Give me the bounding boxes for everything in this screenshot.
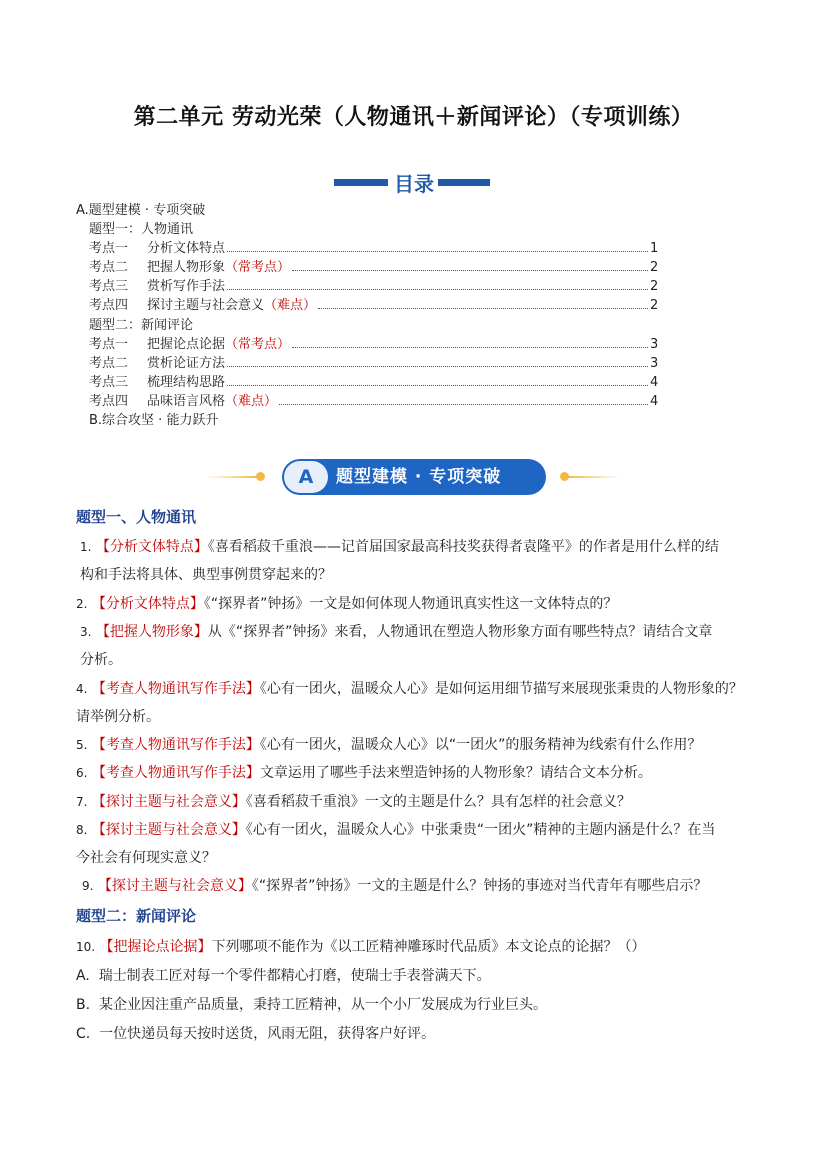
table-of-contents <box>76 201 659 430</box>
answer-option[interactable] <box>76 962 756 990</box>
question-text: 文章运用了哪些手法来塑造钟扬的人物形象？请结合文本分析。 <box>259 765 652 781</box>
question-tag: 【考查人物通讯写作手法】 <box>91 765 260 781</box>
toc-group-1[interactable] <box>76 220 656 239</box>
question-text-cont: 今社会有何现实意义？ <box>76 850 216 866</box>
question-text: 《“探界者”钟扬》一文的主题是什么？钟扬的事迹对当代青年有哪些启示？ <box>251 878 708 894</box>
toc-leader-dots <box>227 288 648 290</box>
question-9 <box>82 872 762 900</box>
banner-letter: A <box>284 461 328 493</box>
toc-item-page: 3 <box>650 336 659 352</box>
toc-item[interactable] <box>76 258 659 277</box>
question-text: 《喜看稻菽千重浪——记首届国家最高科技奖获得者袁隆平》的作者是用什么样的结 <box>207 539 719 555</box>
question-tag: 【探讨主题与社会意义】 <box>91 822 246 838</box>
question-number: 3. <box>80 625 92 639</box>
question-number: 9. <box>82 879 94 893</box>
question-6 <box>76 759 756 787</box>
toc-section-b[interactable] <box>76 411 656 430</box>
option-label: C. <box>76 1026 91 1042</box>
banner-dot-left <box>256 472 265 481</box>
toc-item[interactable] <box>76 335 659 354</box>
question-tag: 【分析文体特点】 <box>91 596 204 612</box>
question-tag: 【分析文体特点】 <box>95 539 208 555</box>
question-tag: 【把握人物形象】 <box>95 624 208 640</box>
toc-item-text: 探讨主题与社会意义 <box>147 298 265 314</box>
toc-section-a[interactable] <box>76 201 656 220</box>
toc-item-page: 1 <box>650 241 659 257</box>
question-number: 6. <box>76 766 88 780</box>
toc-item[interactable] <box>76 277 659 296</box>
question-text: 《“探界者”钟扬》一文是如何体现人物通讯真实性这一文体特点的？ <box>203 596 618 612</box>
question-number: 7. <box>76 795 88 809</box>
toc-item[interactable] <box>76 354 659 373</box>
toc-item-text: 品味语言风格 <box>147 393 226 409</box>
question-7 <box>76 788 756 816</box>
toc-item-text: 赏析论证方法 <box>147 355 226 371</box>
toc-leader-dots <box>279 403 648 405</box>
heading-type-2: 题型二：新闻评论 <box>76 907 197 925</box>
question-5 <box>76 731 756 759</box>
toc-group-2[interactable] <box>76 316 656 335</box>
toc-heading-text: 目录 <box>394 172 434 196</box>
toc-leader-dots <box>227 250 648 252</box>
question-number: 4. <box>76 682 88 696</box>
question-text: 《心有一团火，温暖众人心》中张秉贵“一团火”精神的主题内涵是什么？在当 <box>245 822 716 838</box>
toc-item-tag: （常考点） <box>225 336 291 352</box>
toc-leader-dots <box>227 365 648 367</box>
question-8 <box>76 816 756 872</box>
toc-item[interactable] <box>76 239 659 258</box>
answer-option[interactable] <box>76 1020 756 1048</box>
toc-heading <box>0 168 827 194</box>
question-number: 10. <box>76 940 96 954</box>
option-text: 瑞士制表工匠对每一个零件都精心打磨，使瑞士手表誉满天下。 <box>98 968 491 984</box>
toc-section-label: A.题型建模 · 专项突破 <box>76 203 206 218</box>
question-number: 2. <box>76 597 88 611</box>
question-2 <box>76 590 756 618</box>
toc-group-label: 题型二：新闻评论 <box>89 317 194 333</box>
toc-item-tag: （难点） <box>225 393 278 409</box>
page-title: 第二单元 劳动光荣（人物通讯＋新闻评论）（专项训练） <box>133 105 694 130</box>
toc-item-tag: （常考点） <box>225 260 291 276</box>
question-tag: 【探讨主题与社会意义】 <box>97 878 252 894</box>
question-3 <box>80 618 760 674</box>
toc-item-key: 考点一 <box>89 336 129 352</box>
question-10 <box>76 933 756 961</box>
toc-item-key: 考点三 <box>89 279 129 295</box>
question-text: 从《“探界者”钟扬》来看，人物通讯在塑造人物形象方面有哪些特点？请结合文章 <box>207 624 713 640</box>
toc-item-key: 考点二 <box>89 260 129 276</box>
question-1 <box>80 533 760 589</box>
toc-item[interactable] <box>76 373 659 392</box>
toc-leader-dots <box>227 384 648 386</box>
banner-text: 题型建模 · 专项突破 <box>336 467 502 487</box>
toc-section-label: B.综合攻坚 · 能力跃升 <box>89 413 219 429</box>
banner-wing-left <box>205 476 257 478</box>
question-4 <box>76 675 756 731</box>
toc-item-text: 梳理结构思路 <box>147 374 226 390</box>
toc-item-text: 赏析写作手法 <box>147 279 226 295</box>
toc-item-key: 考点一 <box>89 241 129 257</box>
option-text: 一位快递员每天按时送货，风雨无阻，获得客户好评。 <box>99 1026 436 1042</box>
toc-item-key: 考点四 <box>89 298 129 314</box>
option-text: 某企业因注重产品质量，秉持工匠精神，从一个小厂发展成为行业巨头。 <box>98 997 547 1013</box>
toc-item-key: 考点二 <box>89 355 129 371</box>
toc-item-text: 分析文体特点 <box>147 241 226 257</box>
toc-item-tag: （难点） <box>264 298 317 314</box>
option-label: A. <box>76 968 90 984</box>
question-number: 1. <box>80 540 92 554</box>
question-number: 8. <box>76 823 88 837</box>
toc-item[interactable] <box>76 296 659 315</box>
option-label: B. <box>76 997 91 1013</box>
section-banner <box>0 457 827 497</box>
toc-item-page: 2 <box>650 298 659 314</box>
toc-item-page: 2 <box>650 260 659 276</box>
toc-group-label: 题型一：人物通讯 <box>89 222 194 238</box>
toc-item-key: 考点四 <box>89 393 129 409</box>
toc-item-text: 把握人物形象 <box>147 260 226 276</box>
toc-item[interactable] <box>76 392 659 411</box>
toc-item-key: 考点三 <box>89 374 129 390</box>
question-text-cont: 分析。 <box>80 652 122 668</box>
toc-item-page: 4 <box>650 393 659 409</box>
question-tag: 【把握论点论据】 <box>99 939 212 955</box>
toc-leader-dots <box>292 269 648 271</box>
question-tag: 【考查人物通讯写作手法】 <box>91 681 260 697</box>
question-text: 下列哪项不能作为《以工匠精神雕琢时代品质》本文论点的论据？（） <box>211 939 646 955</box>
question-number: 5. <box>76 738 88 752</box>
question-text-cont: 构和手法将具体、典型事例贯穿起来的？ <box>80 567 332 583</box>
question-text: 《心有一团火，温暖众人心》以“一团火”的服务精神为线索有什么作用？ <box>259 737 702 753</box>
question-text: 《喜看稻菽千重浪》一文的主题是什么？具有怎样的社会意义？ <box>245 794 631 810</box>
toc-leader-dots <box>292 346 648 348</box>
answer-option[interactable] <box>76 991 756 1019</box>
toc-heading-bar-right <box>438 179 490 186</box>
toc-heading-bar-left <box>334 179 388 186</box>
question-tag: 【考查人物通讯写作手法】 <box>91 737 260 753</box>
toc-item-page: 3 <box>650 355 659 371</box>
question-tag: 【探讨主题与社会意义】 <box>91 794 246 810</box>
banner-wing-right <box>568 476 620 478</box>
toc-item-page: 2 <box>650 279 659 295</box>
question-text-cont: 请举例分析。 <box>76 709 160 725</box>
heading-type-1: 题型一、人物通讯 <box>76 508 197 526</box>
toc-item-page: 4 <box>650 374 659 390</box>
toc-item-text: 把握论点论据 <box>147 336 226 352</box>
toc-leader-dots <box>318 307 648 309</box>
question-text: 《心有一团火，温暖众人心》是如何运用细节描写来展现张秉贵的人物形象的？ <box>259 681 743 697</box>
